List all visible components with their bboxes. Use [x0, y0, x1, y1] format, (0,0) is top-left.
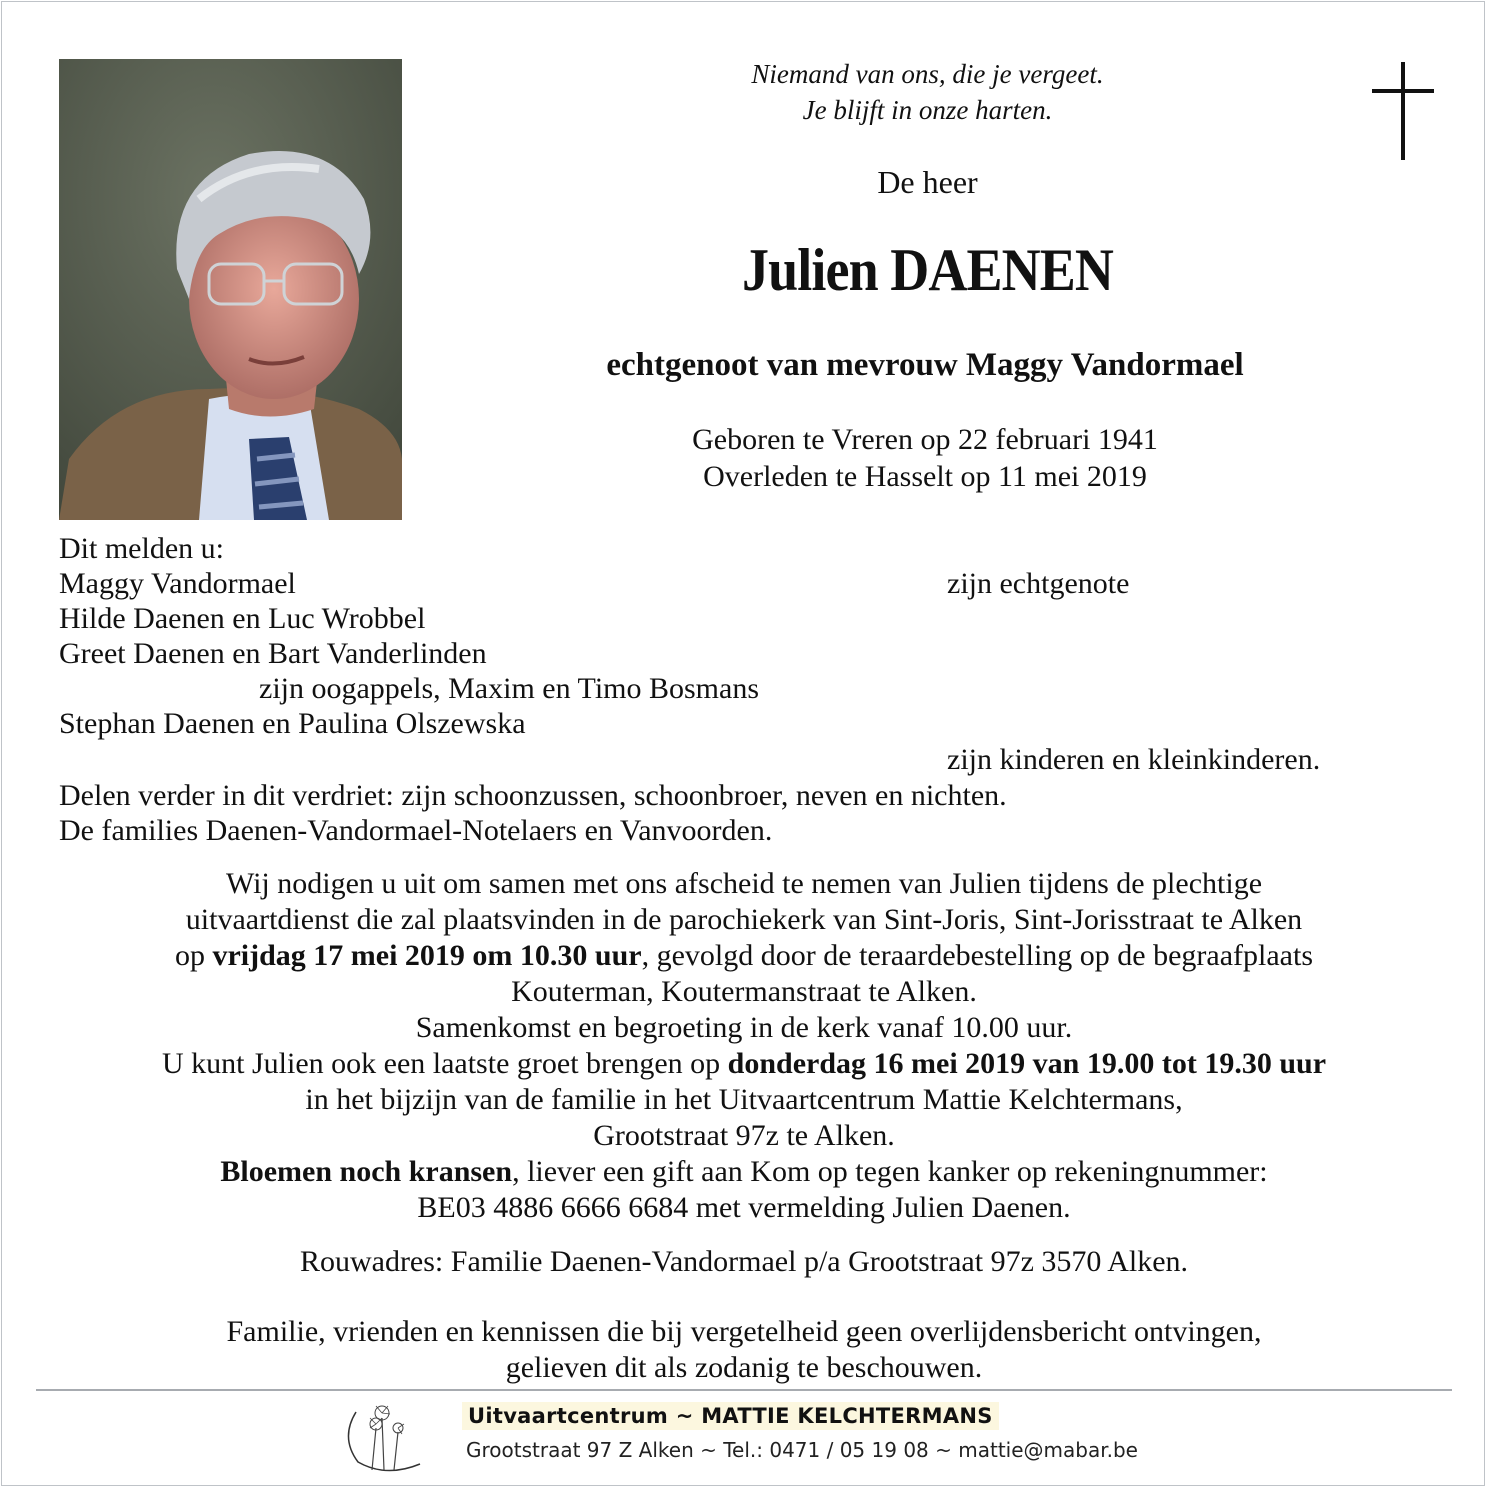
announce-maggy: Maggy Vandormael — [59, 567, 296, 600]
footer-title: Uitvaartcentrum ~ MATTIE KELCHTERMANS — [462, 1402, 999, 1430]
announce-stephan: Stephan Daenen en Paulina Olszewska — [59, 707, 526, 740]
honorific: De heer — [877, 164, 978, 200]
verse-line-2: Je blijft in onze harten. — [802, 95, 1053, 125]
announce-families: De families Daenen-Vandormael-Notelaers en Vanvoorden. — [59, 814, 773, 847]
rouwadres: Rouwadres: Familie Daenen-Vandormael p/a Grootstraat 97z 3570 Alken. — [299, 1245, 1189, 1278]
ceremony-text — [40, 866, 1448, 1226]
announce-intro: Dit melden u: — [59, 532, 224, 565]
ceremony-line-6: U kunt Julien ook een laatste groet brengen op donderdag 16 mei 2019 van 19.00 tot 19.30 uur — [161, 1047, 1327, 1080]
ceremony-line-5: Samenkomst en begroeting in de kerk vanaf 10.00 uur. — [415, 1011, 1073, 1044]
announce-greet: Greet Daenen en Bart Vanderlinden — [59, 637, 487, 670]
notice-line-1: Familie, vrienden en kennissen die bij vergetelheid geen overlijdensbericht ontvingen, — [226, 1315, 1262, 1348]
ceremony-line-8: Grootstraat 97z te Alken. — [593, 1119, 895, 1152]
death-line: Overleden te Hasselt op 11 mei 2019 — [703, 460, 1147, 493]
verse-line-1: Niemand van ons, die je vergeet. — [751, 59, 1104, 89]
deceased-name: Julien DAENEN — [742, 237, 1113, 303]
spouse-line: echtgenoot van mevrouw Maggy Vandormael — [606, 347, 1244, 383]
ceremony-line-1: Wij nodigen u uit om samen met ons afscheid te nemen van Julien tijdens de plechtige — [225, 867, 1263, 900]
dandelion-logo — [336, 1398, 448, 1474]
notice-line-2: gelieven dit als zodanig te beschouwen. — [505, 1351, 983, 1384]
cross-icon — [1372, 62, 1434, 160]
announce-maggy-role: zijn echtgenote — [947, 567, 1130, 600]
birth-line: Geboren te Vreren op 22 februari 1941 — [692, 423, 1158, 456]
announce-children-role: zijn kinderen en kleinkinderen. — [947, 743, 1321, 776]
ceremony-line-4: Kouterman, Koutermanstraat te Alken. — [511, 975, 977, 1008]
ceremony-line-9: Bloemen noch kransen, liever een gift aan Kom op tegen kanker op rekeningnummer: — [220, 1155, 1268, 1188]
funeral-date: vrijdag 17 mei 2019 om 10.30 uur — [212, 939, 642, 972]
announce-delen: Delen verder in dit verdriet: zijn schoonzussen, schoonbroer, neven en nichten. — [59, 779, 1007, 812]
ceremony-line-10: BE03 4886 6666 6684 met vermelding Julien Daenen. — [417, 1191, 1071, 1224]
portrait-photo — [59, 59, 402, 520]
verse — [560, 56, 1295, 128]
announce-oogappels: zijn oogappels, Maxim en Timo Bosmans — [259, 672, 760, 705]
visitation-date: donderdag 16 mei 2019 van 19.00 tot 19.30 uur — [727, 1047, 1327, 1080]
ceremony-line-7: in het bijzijn van de familie in het Uitvaartcentrum Mattie Kelchtermans, — [305, 1083, 1183, 1116]
ceremony-line-2: uitvaartdienst die zal plaatsvinden in de parochiekerk van Sint-Joris, Sint-Jorisstraat te Alken — [185, 903, 1303, 936]
announce-hilde: Hilde Daenen en Luc Wrobbel — [59, 602, 426, 635]
ceremony-line-3: op vrijdag 17 mei 2019 om 10.30 uur, gevolgd door de teraardebestelling op de begraafplaats — [174, 939, 1314, 972]
flowers-note: Bloemen noch kransen — [220, 1155, 513, 1188]
footer-contact: Grootstraat 97 Z Alken ~ Tel.: 0471 / 05 19 08 ~ mattie@mabar.be — [466, 1438, 1138, 1462]
notice — [40, 1314, 1448, 1386]
footer-divider — [36, 1389, 1452, 1391]
life-dates — [520, 421, 1330, 495]
